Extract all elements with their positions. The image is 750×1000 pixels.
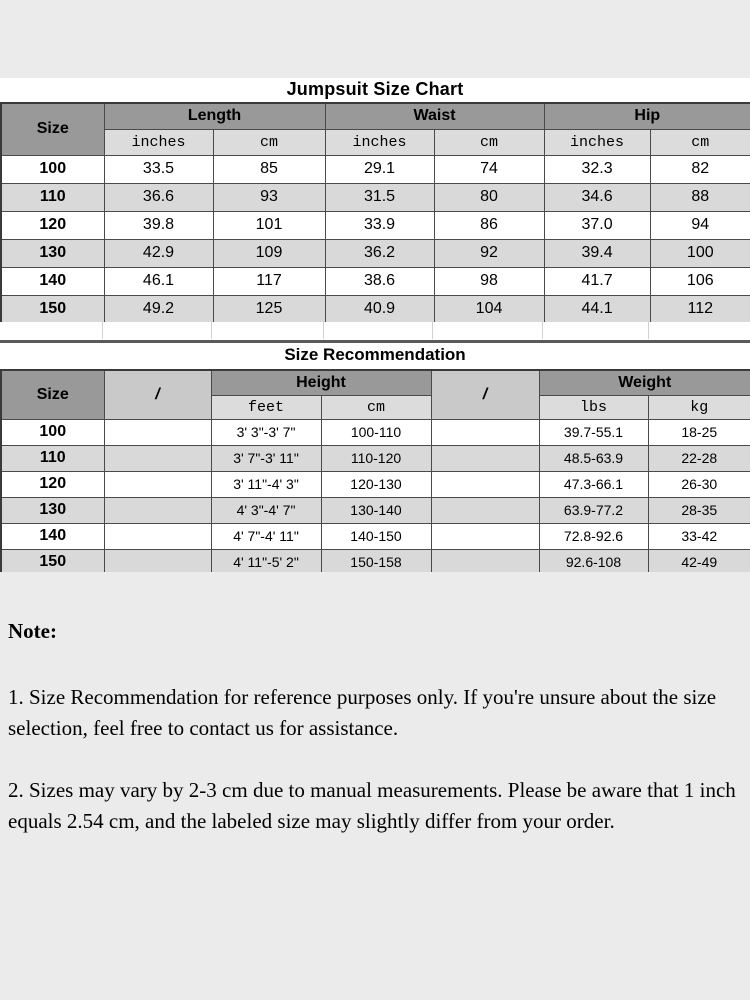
size-value: 140	[1, 267, 104, 295]
hip-inches: 39.4	[544, 239, 650, 267]
unit-header-row	[1, 129, 750, 155]
hip-cm: 112	[650, 295, 750, 323]
size-value: 110	[1, 183, 104, 211]
weight-lbs: 92.6-108	[539, 549, 648, 572]
content-panel	[0, 78, 750, 572]
length-cm: 93	[213, 183, 325, 211]
length-cm: 101	[213, 211, 325, 239]
size-value: 150	[1, 295, 104, 323]
size-value: 120	[1, 211, 104, 239]
weight-lbs: 47.3-66.1	[539, 471, 648, 497]
slash-column-header: /	[431, 370, 539, 419]
hip-inches: 41.7	[544, 267, 650, 295]
height-cm: 150-158	[321, 549, 431, 572]
empty-cell	[431, 471, 539, 497]
weight-lbs-header: lbs	[539, 395, 648, 419]
hip-inches: 44.1	[544, 295, 650, 323]
waist-cm: 98	[434, 267, 544, 295]
note-item-2: 2. Sizes may vary by 2-3 cm due to manual measurements. Please be aware that 1 inch equals 2.54 cm, and the labeled size may slightly differ from your order.	[8, 778, 736, 833]
size-value: 130	[1, 239, 104, 267]
table-row-110	[1, 445, 750, 471]
size-value: 100	[1, 155, 104, 183]
weight-kg: 22-28	[648, 445, 750, 471]
table-row-140	[1, 523, 750, 549]
empty-cell	[104, 445, 211, 471]
note-item-1: 1. Size Recommendation for reference purposes only. If you're unsure about the size selection, feel free to contact us for assistance.	[8, 685, 717, 740]
table-row-140	[1, 267, 750, 295]
slash-column-header: /	[104, 370, 211, 419]
hip-inches: 34.6	[544, 183, 650, 211]
hip-cm-header: cm	[650, 129, 750, 155]
length-cm-header: cm	[213, 129, 325, 155]
waist-cm: 104	[434, 295, 544, 323]
table-row-150	[1, 549, 750, 572]
height-feet: 3' 3"-3' 7"	[211, 419, 321, 445]
recommendation-table	[0, 369, 750, 572]
weight-lbs: 63.9-77.2	[539, 497, 648, 523]
size-chart-table	[0, 102, 750, 324]
table-row-120	[1, 211, 750, 239]
waist-cm: 86	[434, 211, 544, 239]
size-value: 110	[1, 445, 104, 471]
table-row-150	[1, 295, 750, 323]
length-inches: 46.1	[104, 267, 213, 295]
hip-inches: 32.3	[544, 155, 650, 183]
recommendation-table-clip	[0, 369, 750, 572]
weight-kg: 18-25	[648, 419, 750, 445]
weight-lbs: 48.5-63.9	[539, 445, 648, 471]
waist-inches: 33.9	[325, 211, 434, 239]
waist-group-header: Waist	[325, 103, 544, 129]
size-value: 120	[1, 471, 104, 497]
table-row-110	[1, 183, 750, 211]
hip-inches: 37.0	[544, 211, 650, 239]
size-value: 130	[1, 497, 104, 523]
size-value: 140	[1, 523, 104, 549]
empty-cell	[431, 445, 539, 471]
empty-cell	[104, 471, 211, 497]
hip-cm: 88	[650, 183, 750, 211]
height-group-header: Height	[211, 370, 431, 395]
size-value: 150	[1, 549, 104, 572]
length-inches: 39.8	[104, 211, 213, 239]
waist-cm: 80	[434, 183, 544, 211]
hip-cm: 106	[650, 267, 750, 295]
hip-group-header: Hip	[544, 103, 750, 129]
length-cm: 125	[213, 295, 325, 323]
waist-inches: 38.6	[325, 267, 434, 295]
weight-kg: 26-30	[648, 471, 750, 497]
height-feet: 4' 3"-4' 7"	[211, 497, 321, 523]
height-cm-header: cm	[321, 395, 431, 419]
group-header-row	[1, 370, 750, 395]
empty-cell	[104, 419, 211, 445]
height-cm: 130-140	[321, 497, 431, 523]
length-inches: 42.9	[104, 239, 213, 267]
empty-cell	[104, 497, 211, 523]
height-cm: 140-150	[321, 523, 431, 549]
length-inches: 36.6	[104, 183, 213, 211]
hip-cm: 94	[650, 211, 750, 239]
height-cm: 120-130	[321, 471, 431, 497]
height-feet: 4' 7"-4' 11"	[211, 523, 321, 549]
table-row-130	[1, 239, 750, 267]
group-header-row	[1, 103, 750, 129]
weight-kg: 42-49	[648, 549, 750, 572]
length-cm: 117	[213, 267, 325, 295]
size-column-header: Size	[1, 370, 104, 419]
empty-cell	[431, 549, 539, 572]
length-cm: 109	[213, 239, 325, 267]
waist-inches: 36.2	[325, 239, 434, 267]
height-feet: 3' 7"-3' 11"	[211, 445, 321, 471]
weight-lbs: 39.7-55.1	[539, 419, 648, 445]
waist-inches-header: inches	[325, 129, 434, 155]
waist-inches: 31.5	[325, 183, 434, 211]
height-cm: 100-110	[321, 419, 431, 445]
recommendation-title: Size Recommendation	[284, 345, 466, 364]
weight-kg: 28-35	[648, 497, 750, 523]
waist-inches: 40.9	[325, 295, 434, 323]
table-row-120	[1, 471, 750, 497]
notes-section	[8, 616, 744, 837]
empty-cell	[431, 523, 539, 549]
length-cm: 85	[213, 155, 325, 183]
weight-group-header: Weight	[539, 370, 750, 395]
length-inches-header: inches	[104, 129, 213, 155]
length-inches: 49.2	[104, 295, 213, 323]
hip-cm: 82	[650, 155, 750, 183]
table-row-130	[1, 497, 750, 523]
size-column-header: Size	[1, 103, 104, 155]
size-chart-title: Jumpsuit Size Chart	[286, 79, 464, 99]
height-feet-header: feet	[211, 395, 321, 419]
table-row-100	[1, 419, 750, 445]
table-row-100	[1, 155, 750, 183]
waist-cm: 74	[434, 155, 544, 183]
weight-lbs: 72.8-92.6	[539, 523, 648, 549]
height-cm: 110-120	[321, 445, 431, 471]
empty-grid-row	[0, 322, 750, 339]
height-feet: 4' 11"-5' 2"	[211, 549, 321, 572]
length-inches: 33.5	[104, 155, 213, 183]
empty-cell	[104, 523, 211, 549]
empty-cell	[431, 419, 539, 445]
size-value: 100	[1, 419, 104, 445]
waist-cm-header: cm	[434, 129, 544, 155]
divider-line	[0, 340, 750, 343]
empty-cell	[104, 549, 211, 572]
height-feet: 3' 11"-4' 3"	[211, 471, 321, 497]
empty-cell	[431, 497, 539, 523]
weight-kg-header: kg	[648, 395, 750, 419]
waist-cm: 92	[434, 239, 544, 267]
note-heading: Note:	[8, 619, 57, 643]
weight-kg: 33-42	[648, 523, 750, 549]
hip-cm: 100	[650, 239, 750, 267]
hip-inches-header: inches	[544, 129, 650, 155]
length-group-header: Length	[104, 103, 325, 129]
waist-inches: 29.1	[325, 155, 434, 183]
